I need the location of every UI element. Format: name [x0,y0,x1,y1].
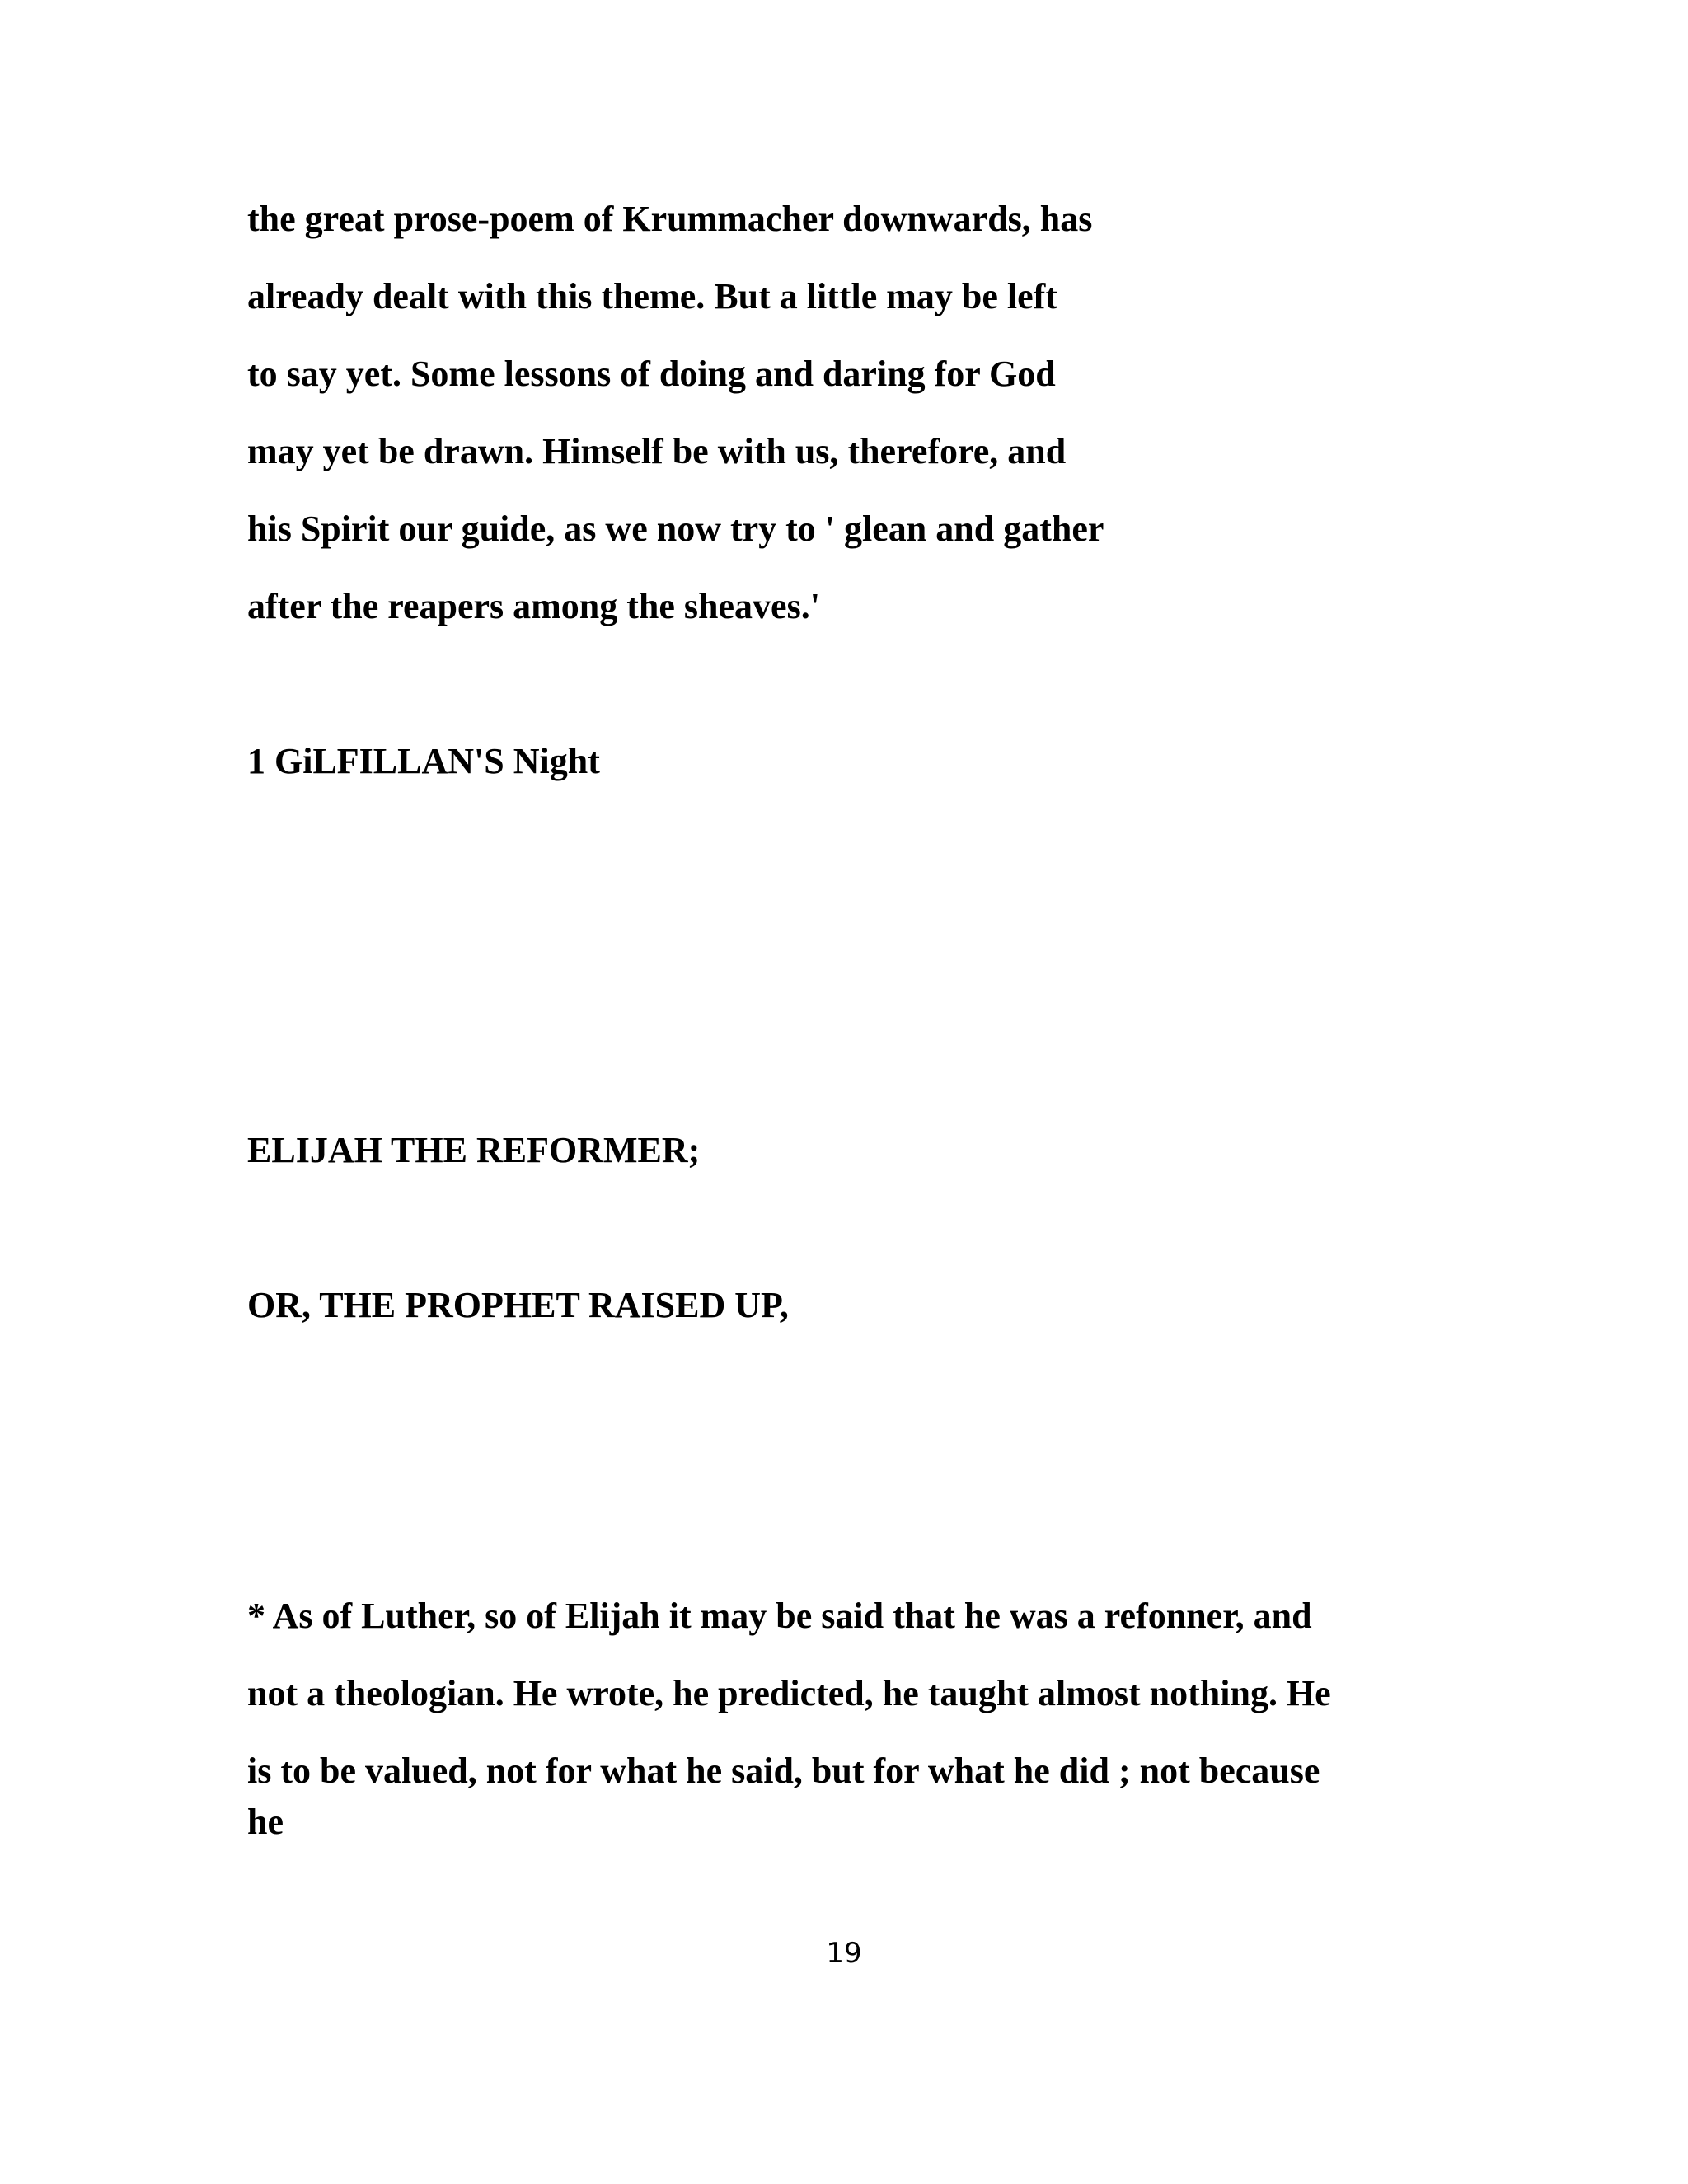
note-line-3: is to be valued, not for what he said, but for what he did ; not because [247,1750,1320,1791]
chapter-subheading: OR, THE PROPHET RAISED UP, [247,1285,789,1325]
body-line-2: already dealt with this theme. But a little may be left [247,276,1057,316]
body-line-4: may yet be drawn. Himself be with us, therefore, and [247,431,1067,471]
note-line-4: he [247,1802,284,1842]
body-line-5: his Spirit our guide, as we now try to ' glean and gather [247,509,1104,549]
note-line-2: not a theologian. He wrote, he predicted, he taught almost nothing. He [247,1673,1331,1713]
page-number: 19 [826,1937,862,1970]
body-line-6: after the reapers among the sheaves.' [247,586,820,626]
footnote-reference: 1 GiLFILLAN'S Night [247,741,600,781]
chapter-heading: ELIJAH THE REFORMER; [247,1130,701,1170]
body-line-3: to say yet. Some lessons of doing and daring for God [247,354,1056,394]
body-line-1: the great prose-poem of Krummacher downwards, has [247,199,1093,239]
note-line-1: * As of Luther, so of Elijah it may be said that he was a refonner, and [247,1596,1312,1636]
